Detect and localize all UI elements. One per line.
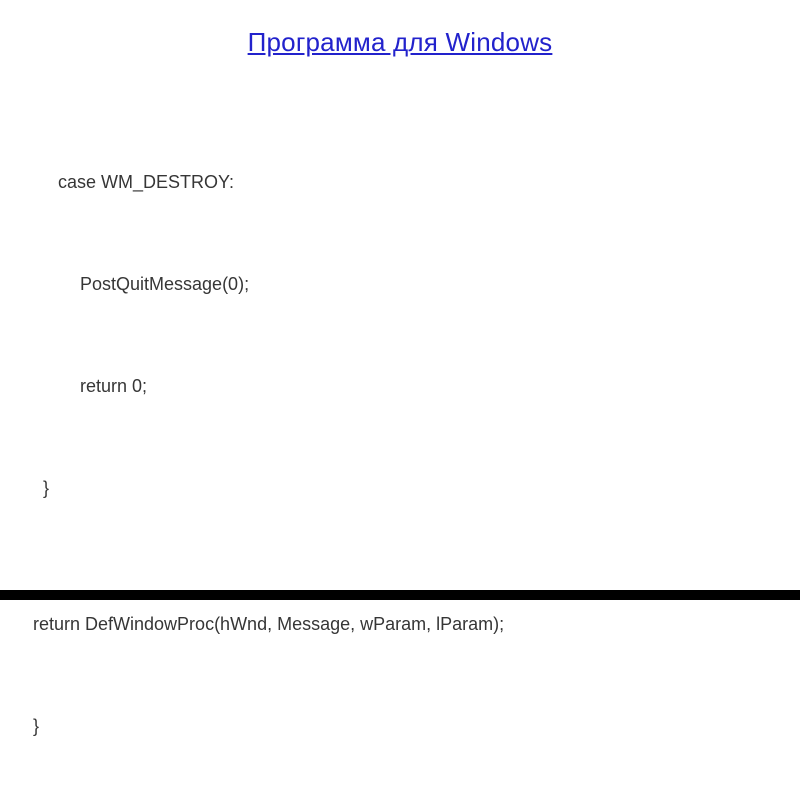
bottom-bar: [0, 590, 800, 600]
slide-title: Программа для Windows: [247, 27, 553, 57]
code-line-case-wm-destroy: case WM_DESTROY:: [58, 172, 235, 192]
code-block: [0, 97, 800, 811]
code-line-closing-brace-outer: }: [33, 716, 40, 736]
code-line-closing-brace-inner: }: [43, 478, 50, 498]
code-line-return-defwindowproc: return DefWindowProc(hWnd, Message, wParam, lParam);: [33, 614, 505, 634]
code-line-postquitmessage: PostQuitMessage(0);: [80, 274, 250, 294]
code-line-return-0: return 0;: [80, 376, 148, 396]
